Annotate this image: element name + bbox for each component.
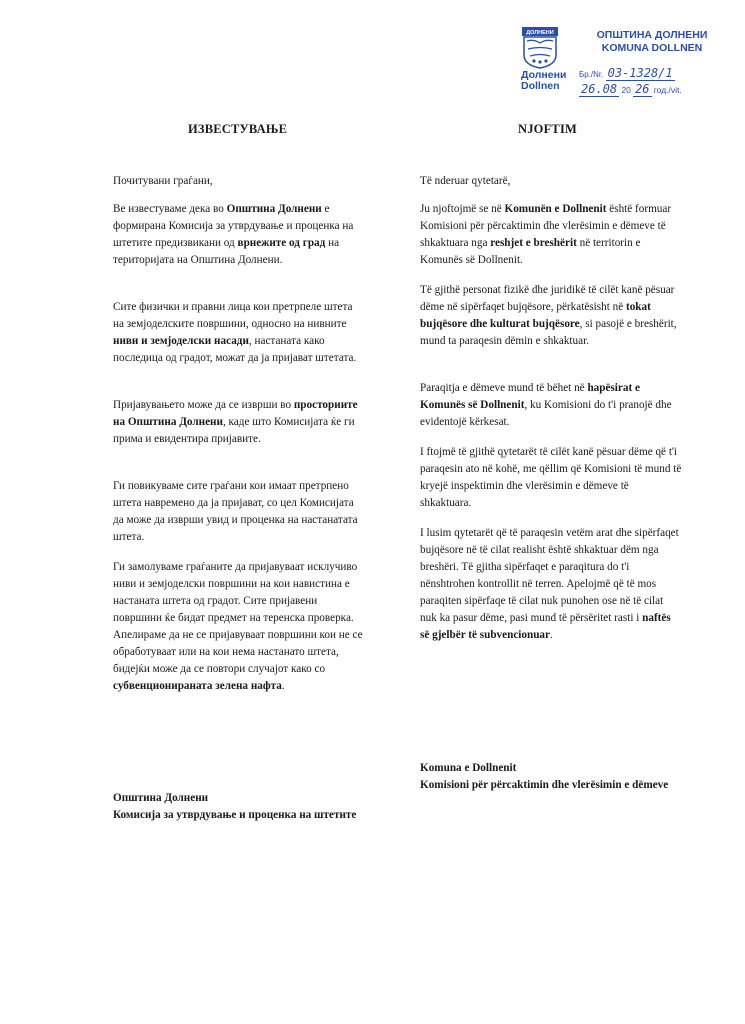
greeting-sq: Të nderuar qytetarë, bbox=[420, 175, 511, 187]
bold-phrase: naftës së gjelbër të subvencionuar bbox=[420, 612, 671, 641]
paragraph-sq-2: Të gjithë personat fizikë dhe juridikë të cilët kanë pësuar dëme në sipërfaqet bujqësore, përkatësisht në tokat bujqësore dhe kulturat bujqësore, si pasojë e breshërit, mund ta paraqesin dëmin e shkaktuar. bbox=[420, 284, 677, 347]
year-prefix: 20 bbox=[621, 85, 631, 95]
bold-phrase: ниви и земјоделски насади bbox=[113, 335, 249, 347]
emblem-top-label: ДОЛНЕНИ bbox=[526, 30, 554, 36]
municipality-name bbox=[577, 29, 727, 55]
emblem-caption bbox=[521, 70, 581, 92]
emblem-caption-mk: Долнени bbox=[521, 69, 567, 81]
signature-sq-line1: Komuna e Dollnenit bbox=[420, 762, 517, 774]
bold-phrase: hapësirat e Komunës së Dollnenit bbox=[420, 382, 640, 411]
document-header bbox=[515, 22, 725, 102]
signature-mk-line2: Комисија за утврдување и проценка на штетите bbox=[113, 809, 357, 821]
emblem-caption-sq: Dollnen bbox=[521, 80, 560, 92]
heading-mk: ИЗВЕСТУВАЊЕ bbox=[188, 122, 288, 136]
registration-label: Бр./Nr. bbox=[579, 70, 604, 79]
municipality-name-mk: ОПШТИНА ДОЛНЕНИ bbox=[596, 29, 708, 41]
paragraph-sq-5: I lusim qytetarët që të paraqesin vetëm arat dhe sipërfaqet bujqësore në të cilat realisht është shkaktuar dëm nga breshëri. Të gjitha sipërfaqet e paraqitura do t'i nënshtrohen kontrollit në terren. Apelojmë që të mos paraqiten sipërfaqe të cilat nuk punohen ose në të cilat nuk ka pasur dëme, pasi mund të përsëritet rasti i naftës së gjelbër të subvencionuar. bbox=[420, 527, 679, 641]
year-suffix: 26 bbox=[635, 82, 650, 96]
bold-phrase: reshjet e breshërit bbox=[490, 237, 577, 249]
bold-phrase: Komunën e Dollnenit bbox=[504, 203, 607, 215]
paragraph-mk-4: Ги повикуваме сите граѓани кои имаат претрпено штета навремено да ја пријават, со цел Комисијата да може да изврши увид и проценка на настанатата штета. bbox=[113, 480, 358, 543]
signature-sq bbox=[420, 760, 682, 794]
registration-number-line bbox=[579, 66, 675, 80]
heading-sq: NJOFTIM bbox=[518, 122, 578, 136]
paragraph-mk-5: Ги замолуваме граѓаните да пријавуваат исклучиво ниви и земјоделски површини на кои навистина е настаната штета од градот. Сите пријавени површини ќе бидат предмет на теренска проверка. Апелираме да не се пријавуваат површини кои не се обработуваат или на кои нема настанато штета, бидејќи може да се повтори случајот како со субвенционираната зелена нафта. bbox=[113, 561, 363, 692]
paragraph-mk-1: Ве известуваме дека во Општина Долнени е формирана Комисија за утврдување и проценка на штетите предизвикани од врнежите од град на територијата на Општина Долнени. bbox=[113, 203, 354, 266]
signature-mk-line1: Општина Долнени bbox=[113, 792, 209, 804]
signature-mk bbox=[113, 790, 373, 824]
paragraph-mk-3: Пријавувањето може да се изврши во просториите на Општина Долнени, каде што Комисијата ќе ги прима и евидентира пријавите. bbox=[113, 399, 358, 445]
bold-phrase: Општина Долнени bbox=[226, 203, 322, 215]
paragraph-sq-4: I ftojmë të gjithë qytetarët të cilët kanë pësuar dëme që t'i paraqesin ato në kohë, me qëllim që Komisioni të mund të kryejë inspektimin dhe vlerësimin e dëmeve të shkaktuara. bbox=[420, 446, 682, 509]
paragraph-mk-2: Сите физички и правни лица кои претрпеле штета на земјоделските површини, односно на нивните ниви и земјоделски насади, настаната како последица од градот, можат да ја пријават штетата. bbox=[113, 301, 357, 364]
bold-phrase: просториите на Општина Долнени bbox=[113, 399, 358, 428]
registration-number: 03-1328/1 bbox=[607, 66, 673, 80]
paragraph-sq-1: Ju njoftojmë se në Komunën e Dollnenit është formuar Komisioni për përcaktimin dhe vlerësimin e dëmeve të shkaktuara nga reshjet e breshërit në territorin e Komunës së Dollnenit. bbox=[420, 203, 672, 266]
municipality-name-sq: KOMUNA DOLLNEN bbox=[601, 42, 703, 54]
bold-phrase: tokat bujqësore dhe kulturat bujqësore bbox=[420, 301, 651, 330]
municipality-coat-of-arms-icon bbox=[522, 27, 558, 69]
greeting-mk: Почитувани граѓани, bbox=[113, 175, 213, 187]
bold-phrase: субвенционираната зелена нафта bbox=[113, 680, 282, 692]
registration-date: 26.08 bbox=[581, 82, 618, 96]
bold-phrase: врнежите од град bbox=[237, 237, 326, 249]
year-label: год./vit. bbox=[653, 85, 682, 95]
registration-date-line bbox=[579, 82, 682, 96]
signature-sq-line2: Komisioni për përcaktimin dhe vlerësimin e dëmeve bbox=[420, 779, 669, 791]
paragraph-sq-3: Paraqitja e dëmeve mund të bëhet në hapësirat e Komunës së Dollnenit, ku Komisioni do t'i pranojë dhe evidentojë kërkesat. bbox=[420, 382, 672, 428]
